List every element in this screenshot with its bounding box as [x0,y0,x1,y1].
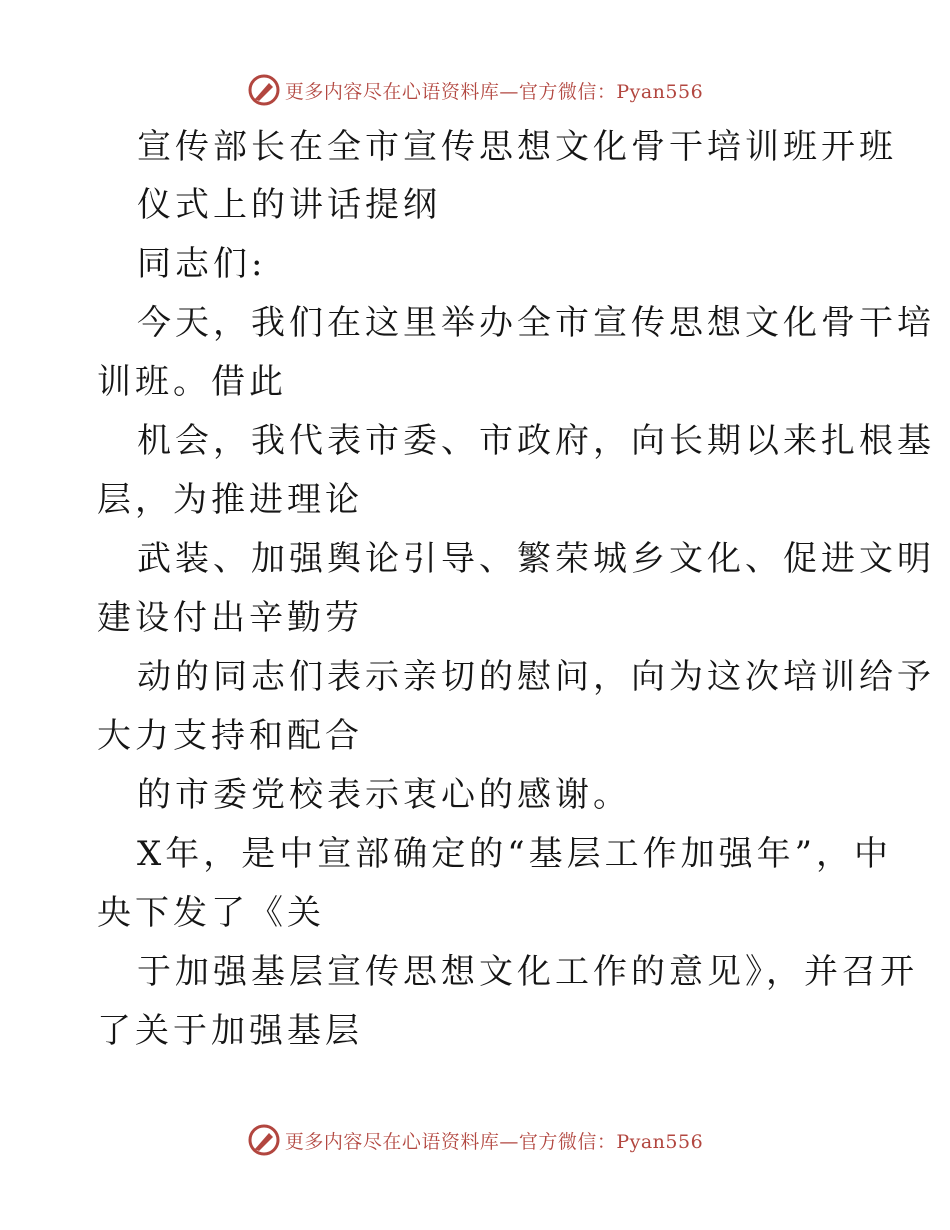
body-line: 机会，我代表市委、市政府，向长期以来扎根基 [137,421,935,461]
body-line: X年，是中宣部确定的“基层工作加强年”，中 [137,834,892,874]
body-line: 建设付出辛勤劳 [97,598,363,638]
body-line: 训班。借此 [97,362,287,402]
pen-nib-logo-icon [247,73,281,107]
body-line: 于加强基层宣传思想文化工作的意见》，并召开 [137,952,918,992]
body-line: 层，为推进理论 [97,480,363,520]
pen-nib-logo-icon [247,1123,281,1157]
body-line: 武装、加强舆论引导、繁荣城乡文化、促进文明 [137,539,935,579]
body-line: 的市委党校表示衷心的感谢。 [137,775,631,815]
body-line: 了关于加强基层 [97,1011,363,1051]
document-title-line-1: 宣传部长在全市宣传思想文化骨干培训班开班 [137,127,897,167]
document-title-line-2: 仪式上的讲话提纲 [137,185,441,225]
header-banner [0,70,950,110]
header-banner-text: 更多内容尽在心语资料库—官方微信：Pyan556 [284,80,704,103]
footer-banner [0,1120,950,1160]
footer-banner-text: 更多内容尽在心语资料库—官方微信：Pyan556 [284,1130,704,1153]
body-line: 今天，我们在这里举办全市宣传思想文化骨干培 [137,303,935,343]
body-line: 央下发了《关 [97,893,325,933]
salutation: 同志们: [137,244,267,284]
body-line: 大力支持和配合 [97,716,363,756]
body-line: 动的同志们表示亲切的慰问，向为这次培训给予 [137,657,935,697]
